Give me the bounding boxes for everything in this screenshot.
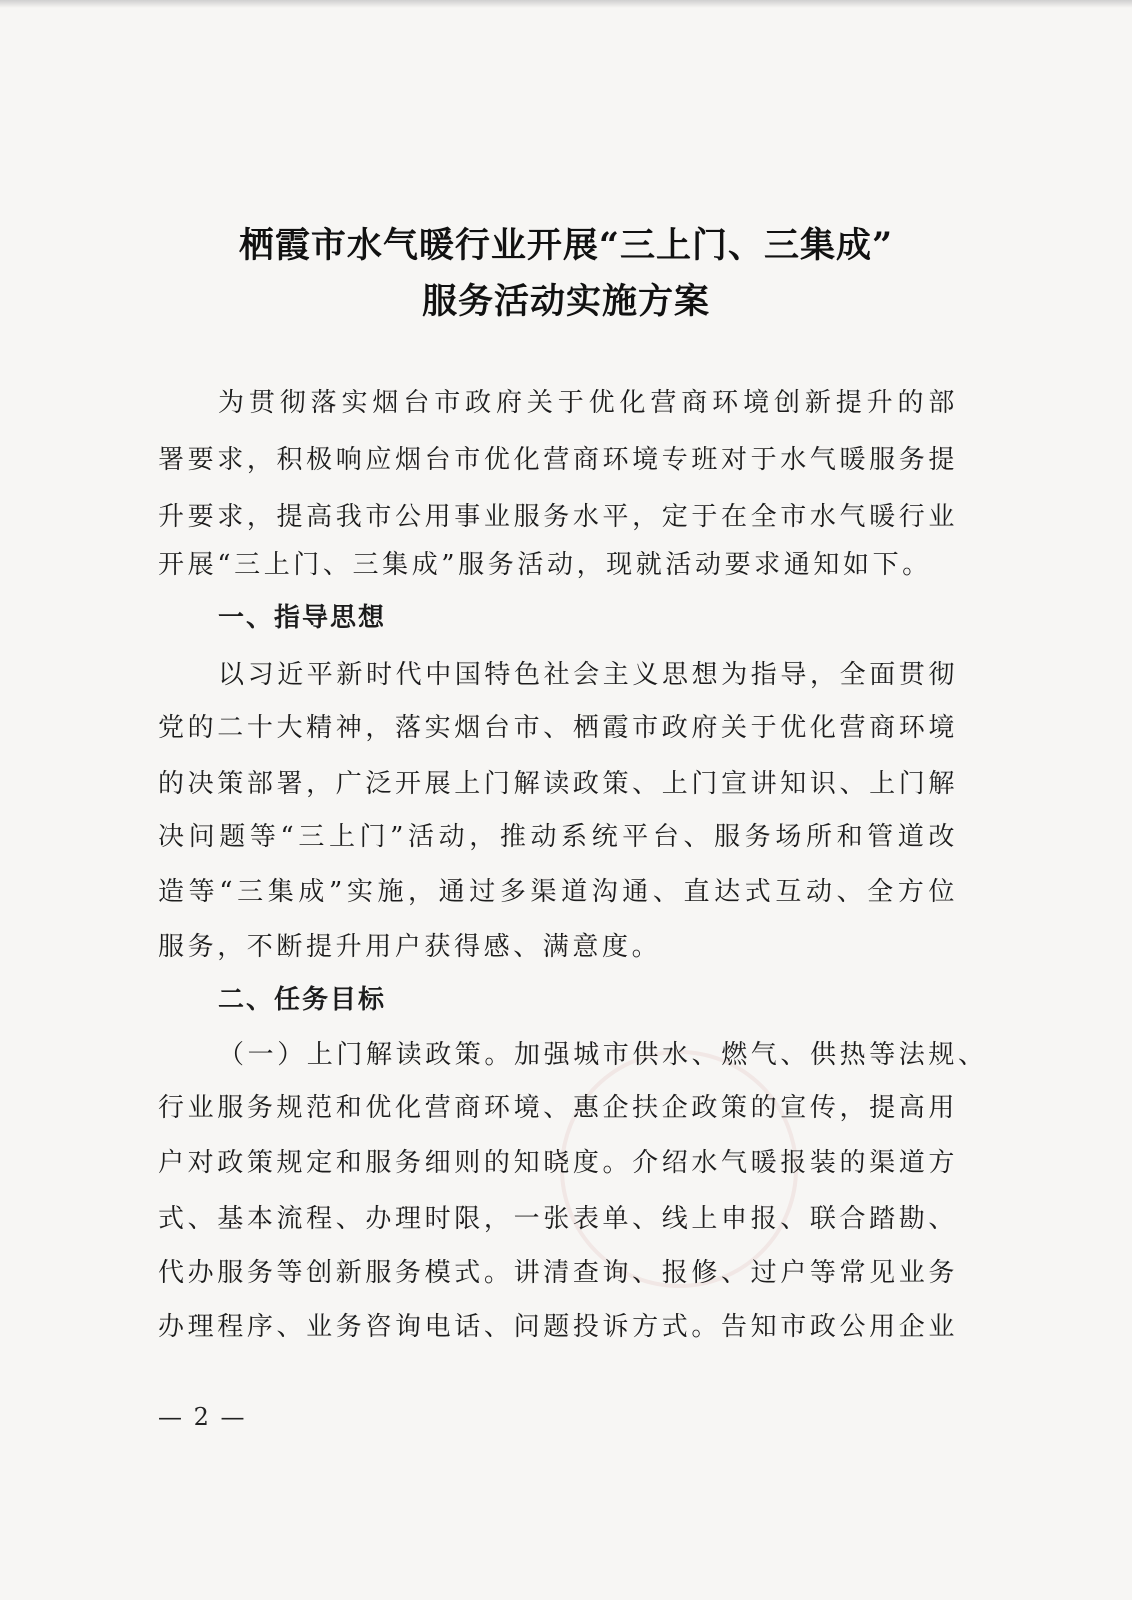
intro-line: 开展“三上门、三集成”服务活动，现就活动要求通知如下。: [158, 550, 932, 580]
section1-line: 党的二十大精神，落实烟台市、栖霞市政府关于优化营商环境: [158, 713, 958, 743]
section-heading-task-goals: 二、任务目标: [218, 985, 387, 1015]
bleed-through-artifact: [330, 330, 370, 387]
section2-line: 代办服务等创新服务模式。讲清查询、报修、过户等常见业务: [158, 1258, 958, 1288]
section1-line: 以习近平新时代中国特色社会主义思想为指导，全面贯彻: [218, 660, 959, 690]
section1-line: 造等“三集成”实施，通过多渠道沟通、直达式互动、全方位: [158, 877, 958, 907]
section1-line: 的决策部署，广泛开展上门解读政策、上门宣讲知识、上门解: [158, 769, 958, 799]
intro-line: 署要求，积极响应烟台市优化营商环境专班对于水气暖服务提: [158, 445, 958, 475]
intro-line: 为贯彻落实烟台市政府关于优化营商环境创新提升的部: [218, 388, 958, 418]
section2-line: （一）上门解读政策。加强城市供水、燃气、供热等法规、: [218, 1040, 988, 1070]
document-title-line-2: 服务活动实施方案: [421, 281, 710, 322]
section2-line: 办理程序、业务咨询电话、问题投诉方式。告知市政公用企业: [158, 1312, 958, 1342]
section1-line: 服务，不断提升用户获得感、满意度。: [158, 932, 662, 962]
section2-line: 式、基本流程、办理时限，一张表单、线上申报、联合踏勘、: [158, 1204, 958, 1234]
section2-line: 户对政策规定和服务细则的知晓度。介绍水气暖报装的渠道方: [158, 1148, 958, 1178]
document-title-line-1: 栖霞市水气暖行业开展“三上门、三集成”: [238, 225, 894, 266]
section2-line: 行业服务规范和优化营商环境、惠企扶企政策的宣传，提高用: [158, 1093, 958, 1123]
section-heading-guiding-ideology: 一、指导思想: [218, 603, 387, 633]
section1-line: 决问题等“三上门”活动，推动系统平台、服务场所和管道改: [158, 822, 958, 852]
intro-line: 升要求，提高我市公用事业服务水平，定于在全市水气暖行业: [158, 502, 958, 532]
page-number: — 2 —: [158, 1403, 247, 1431]
